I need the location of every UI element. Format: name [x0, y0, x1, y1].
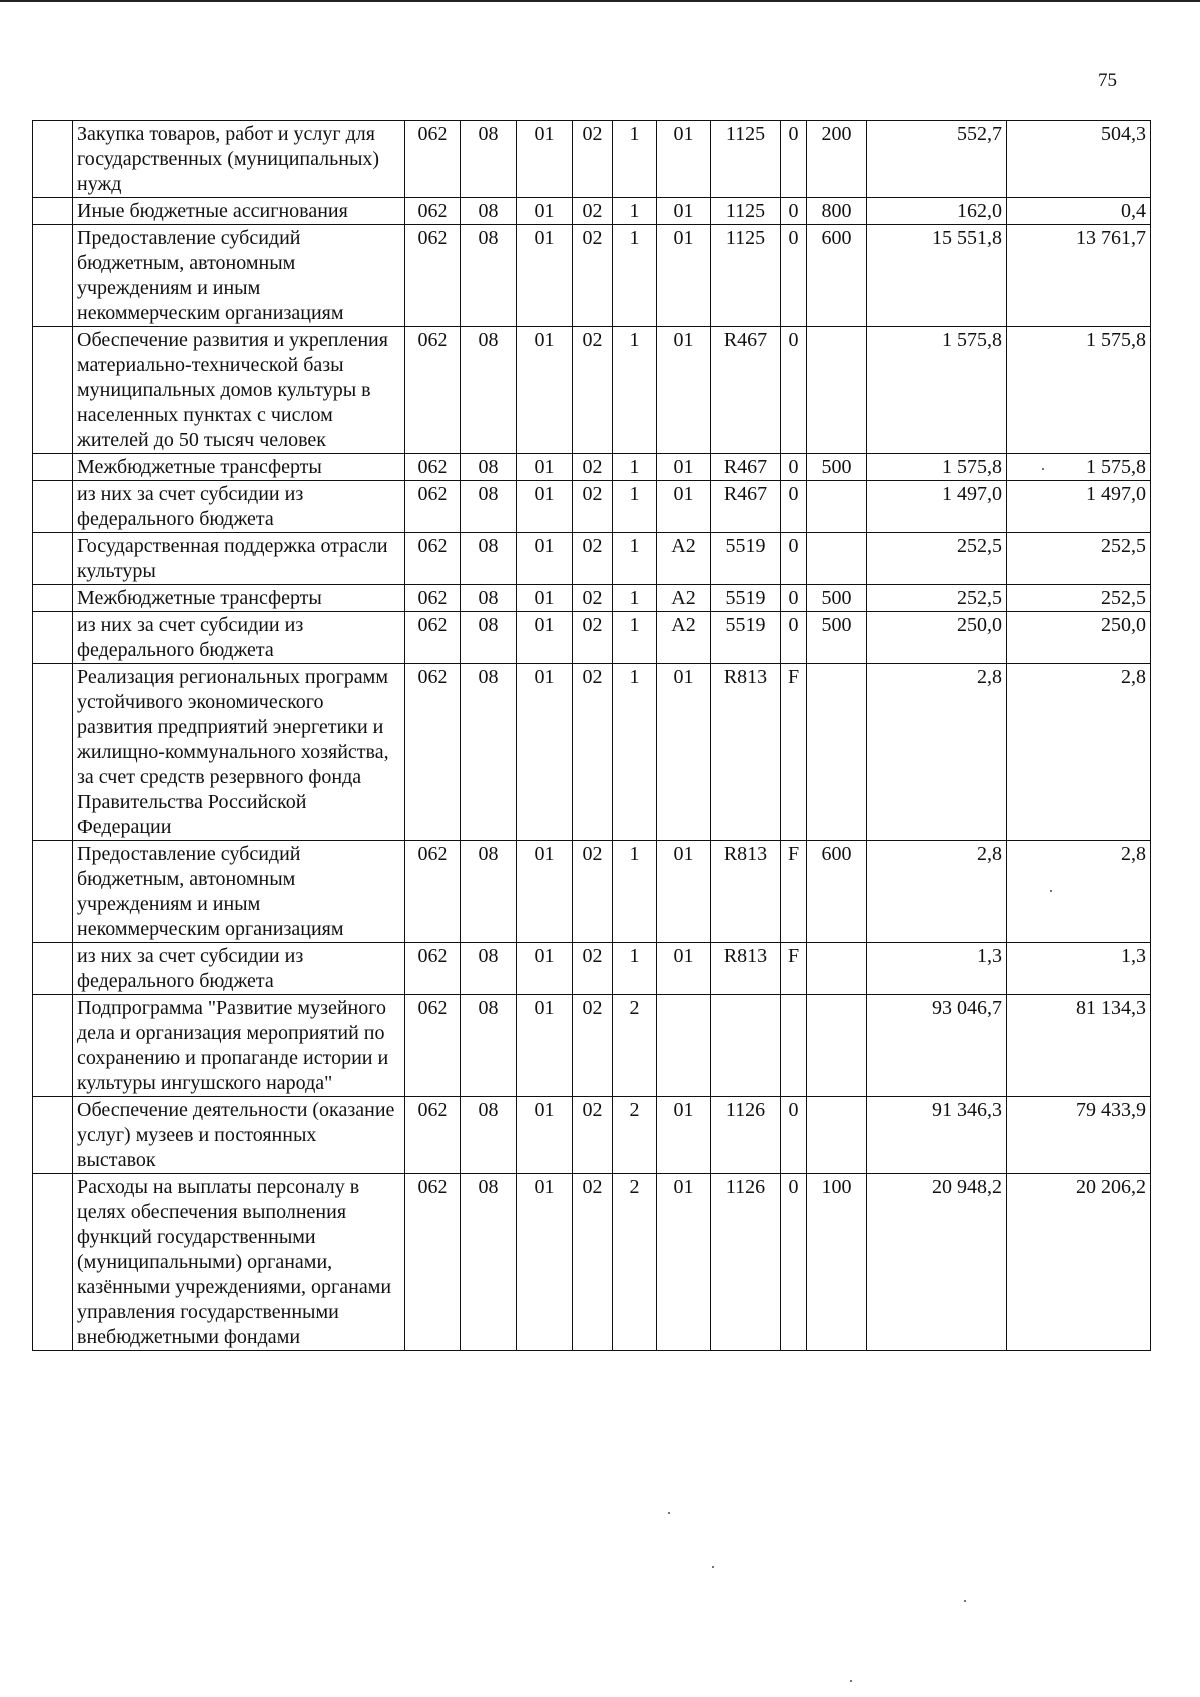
- code-cell-c9: [807, 533, 867, 585]
- code-cell-c5: 1: [613, 585, 657, 612]
- code-cell-c1: 062: [405, 1174, 461, 1351]
- code-cell-c2: 08: [461, 454, 517, 481]
- code-cell-c5: 2: [613, 1097, 657, 1174]
- code-cell-c1: 062: [405, 664, 461, 841]
- table-row: [33, 533, 1151, 585]
- code-cell-c1: 062: [405, 1097, 461, 1174]
- row-name: Иные бюджетные ассигнования: [73, 198, 405, 225]
- code-cell-c2: 08: [461, 327, 517, 454]
- amount-cell-v1: 2,8: [867, 664, 1007, 841]
- code-cell-c4: 02: [573, 198, 613, 225]
- row-index-cell: [33, 1174, 73, 1351]
- code-cell-c2: 08: [461, 943, 517, 995]
- code-cell-c5: 1: [613, 121, 657, 198]
- amount-cell-v2: 0,4: [1007, 198, 1151, 225]
- table-row: [33, 841, 1151, 943]
- scan-speck: [668, 1512, 670, 1514]
- code-cell-c8: 0: [781, 533, 807, 585]
- code-cell-c1: 062: [405, 454, 461, 481]
- code-cell-c5: 2: [613, 995, 657, 1097]
- code-cell-c6: 01: [657, 121, 711, 198]
- code-cell-c1: 062: [405, 481, 461, 533]
- row-index-cell: [33, 481, 73, 533]
- code-cell-c7: R467: [711, 481, 781, 533]
- row-index-cell: [33, 664, 73, 841]
- code-cell-c3: 01: [517, 585, 573, 612]
- row-name: Государственная поддержка отрасли культуры: [73, 533, 405, 585]
- code-cell-c2: 08: [461, 841, 517, 943]
- code-cell-c9: 500: [807, 612, 867, 664]
- amount-cell-v1: 1 497,0: [867, 481, 1007, 533]
- amount-cell-v2: 252,5: [1007, 533, 1151, 585]
- code-cell-c7: 5519: [711, 585, 781, 612]
- code-cell-c9: [807, 327, 867, 454]
- row-index-cell: [33, 612, 73, 664]
- amount-cell-v1: 250,0: [867, 612, 1007, 664]
- amount-cell-v1: 252,5: [867, 533, 1007, 585]
- code-cell-c5: 1: [613, 943, 657, 995]
- row-name: Обеспечение деятельности (оказание услуг) музеев и постоянных выставок: [73, 1097, 405, 1174]
- code-cell-c4: 02: [573, 841, 613, 943]
- amount-cell-v2: 1,3: [1007, 943, 1151, 995]
- code-cell-c8: F: [781, 841, 807, 943]
- code-cell-c9: [807, 943, 867, 995]
- code-cell-c8: 0: [781, 327, 807, 454]
- code-cell-c1: 062: [405, 121, 461, 198]
- code-cell-c3: 01: [517, 121, 573, 198]
- table-row: [33, 454, 1151, 481]
- code-cell-c3: 01: [517, 943, 573, 995]
- code-cell-c2: 08: [461, 1174, 517, 1351]
- row-name: из них за счет субсидии из федерального бюджета: [73, 481, 405, 533]
- code-cell-c6: 01: [657, 1097, 711, 1174]
- row-index-cell: [33, 585, 73, 612]
- code-cell-c9: [807, 481, 867, 533]
- amount-cell-v2: 252,5: [1007, 585, 1151, 612]
- scan-speck: [1050, 890, 1052, 892]
- amount-cell-v2: 504,3: [1007, 121, 1151, 198]
- code-cell-c2: 08: [461, 995, 517, 1097]
- code-cell-c3: 01: [517, 1174, 573, 1351]
- code-cell-c1: 062: [405, 841, 461, 943]
- code-cell-c7: R467: [711, 327, 781, 454]
- table-row: [33, 198, 1151, 225]
- code-cell-c1: 062: [405, 943, 461, 995]
- code-cell-c4: 02: [573, 121, 613, 198]
- code-cell-c9: [807, 995, 867, 1097]
- code-cell-c2: 08: [461, 481, 517, 533]
- amount-cell-v2: 2,8: [1007, 664, 1151, 841]
- table-row: [33, 481, 1151, 533]
- code-cell-c4: 02: [573, 454, 613, 481]
- table-row: [33, 943, 1151, 995]
- code-cell-c5: 1: [613, 841, 657, 943]
- code-cell-c8: 0: [781, 121, 807, 198]
- table-row: [33, 995, 1151, 1097]
- row-name: из них за счет субсидии из федерального бюджета: [73, 943, 405, 995]
- amount-cell-v1: 552,7: [867, 121, 1007, 198]
- table-row: [33, 225, 1151, 327]
- code-cell-c9: [807, 664, 867, 841]
- code-cell-c9: 100: [807, 1174, 867, 1351]
- amount-cell-v2: 81 134,3: [1007, 995, 1151, 1097]
- amount-cell-v1: 15 551,8: [867, 225, 1007, 327]
- code-cell-c3: 01: [517, 327, 573, 454]
- code-cell-c6: 01: [657, 454, 711, 481]
- row-name: Закупка товаров, работ и услуг для государственных (муниципальных) нужд: [73, 121, 405, 198]
- code-cell-c6: 01: [657, 198, 711, 225]
- page-top-rule: [0, 0, 1200, 2]
- code-cell-c7: R813: [711, 943, 781, 995]
- code-cell-c3: 01: [517, 481, 573, 533]
- code-cell-c5: 1: [613, 533, 657, 585]
- code-cell-c3: 01: [517, 533, 573, 585]
- row-index-cell: [33, 327, 73, 454]
- code-cell-c7: [711, 995, 781, 1097]
- row-name: Межбюджетные трансферты: [73, 454, 405, 481]
- scan-speck: [964, 1600, 966, 1602]
- code-cell-c6: 01: [657, 225, 711, 327]
- code-cell-c5: 1: [613, 481, 657, 533]
- code-cell-c4: 02: [573, 225, 613, 327]
- code-cell-c4: 02: [573, 327, 613, 454]
- code-cell-c2: 08: [461, 198, 517, 225]
- table-row: [33, 1174, 1151, 1351]
- row-index-cell: [33, 995, 73, 1097]
- code-cell-c6: A2: [657, 533, 711, 585]
- amount-cell-v2: 1 497,0: [1007, 481, 1151, 533]
- code-cell-c4: 02: [573, 995, 613, 1097]
- code-cell-c6: 01: [657, 841, 711, 943]
- code-cell-c1: 062: [405, 198, 461, 225]
- code-cell-c4: 02: [573, 585, 613, 612]
- code-cell-c9: 500: [807, 454, 867, 481]
- code-cell-c8: 0: [781, 454, 807, 481]
- code-cell-c3: 01: [517, 664, 573, 841]
- table-row: [33, 1097, 1151, 1174]
- code-cell-c7: 1126: [711, 1174, 781, 1351]
- code-cell-c2: 08: [461, 1097, 517, 1174]
- code-cell-c9: [807, 1097, 867, 1174]
- code-cell-c6: A2: [657, 612, 711, 664]
- code-cell-c7: 1125: [711, 198, 781, 225]
- code-cell-c6: 01: [657, 1174, 711, 1351]
- amount-cell-v2: 2,8: [1007, 841, 1151, 943]
- row-index-cell: [33, 454, 73, 481]
- amount-cell-v2: 1 575,8: [1007, 454, 1151, 481]
- row-name: Предоставление субсидий бюджетным, автономным учреждениям и иным некоммерческим организациям: [73, 841, 405, 943]
- code-cell-c8: 0: [781, 481, 807, 533]
- table-row: [33, 585, 1151, 612]
- row-index-cell: [33, 533, 73, 585]
- code-cell-c7: 1125: [711, 225, 781, 327]
- row-name: Межбюджетные трансферты: [73, 585, 405, 612]
- code-cell-c3: 01: [517, 841, 573, 943]
- row-index-cell: [33, 121, 73, 198]
- code-cell-c3: 01: [517, 612, 573, 664]
- code-cell-c6: A2: [657, 585, 711, 612]
- code-cell-c6: 01: [657, 943, 711, 995]
- amount-cell-v2: 1 575,8: [1007, 327, 1151, 454]
- code-cell-c8: 0: [781, 1097, 807, 1174]
- code-cell-c4: 02: [573, 664, 613, 841]
- code-cell-c5: 1: [613, 225, 657, 327]
- code-cell-c2: 08: [461, 533, 517, 585]
- row-index-cell: [33, 1097, 73, 1174]
- table-row: [33, 664, 1151, 841]
- table-row: [33, 327, 1151, 454]
- amount-cell-v1: 93 046,7: [867, 995, 1007, 1097]
- code-cell-c1: 062: [405, 612, 461, 664]
- code-cell-c3: 01: [517, 995, 573, 1097]
- scan-speck: [850, 1680, 852, 1682]
- amount-cell-v1: 2,8: [867, 841, 1007, 943]
- code-cell-c1: 062: [405, 585, 461, 612]
- code-cell-c5: 2: [613, 1174, 657, 1351]
- code-cell-c6: 01: [657, 664, 711, 841]
- amount-cell-v1: 1 575,8: [867, 327, 1007, 454]
- code-cell-c5: 1: [613, 454, 657, 481]
- code-cell-c4: 02: [573, 943, 613, 995]
- code-cell-c2: 08: [461, 664, 517, 841]
- code-cell-c2: 08: [461, 585, 517, 612]
- row-name: Подпрограмма "Развитие музейного дела и организация мероприятий по сохранению и пропаганде истории и культуры ингушского народа": [73, 995, 405, 1097]
- amount-cell-v2: 250,0: [1007, 612, 1151, 664]
- code-cell-c9: 500: [807, 585, 867, 612]
- amount-cell-v2: 13 761,7: [1007, 225, 1151, 327]
- amount-cell-v1: 162,0: [867, 198, 1007, 225]
- code-cell-c9: 600: [807, 225, 867, 327]
- row-index-cell: [33, 841, 73, 943]
- code-cell-c8: F: [781, 943, 807, 995]
- row-name: Обеспечение развития и укрепления материально-технической базы муниципальных домов культуры в населенных пунктах с числом жителей до 50 тысяч человек: [73, 327, 405, 454]
- code-cell-c8: 0: [781, 612, 807, 664]
- code-cell-c1: 062: [405, 533, 461, 585]
- code-cell-c7: R467: [711, 454, 781, 481]
- code-cell-c8: [781, 995, 807, 1097]
- amount-cell-v1: 1 575,8: [867, 454, 1007, 481]
- code-cell-c6: [657, 995, 711, 1097]
- code-cell-c9: 200: [807, 121, 867, 198]
- code-cell-c4: 02: [573, 481, 613, 533]
- scan-speck: [1042, 468, 1044, 470]
- amount-cell-v1: 20 948,2: [867, 1174, 1007, 1351]
- row-index-cell: [33, 198, 73, 225]
- code-cell-c1: 062: [405, 327, 461, 454]
- code-cell-c1: 062: [405, 995, 461, 1097]
- code-cell-c7: 1126: [711, 1097, 781, 1174]
- code-cell-c3: 01: [517, 225, 573, 327]
- code-cell-c3: 01: [517, 1097, 573, 1174]
- code-cell-c9: 800: [807, 198, 867, 225]
- table-row: [33, 612, 1151, 664]
- code-cell-c5: 1: [613, 198, 657, 225]
- code-cell-c5: 1: [613, 327, 657, 454]
- code-cell-c3: 01: [517, 454, 573, 481]
- amount-cell-v1: 252,5: [867, 585, 1007, 612]
- code-cell-c7: 5519: [711, 533, 781, 585]
- row-index-cell: [33, 225, 73, 327]
- code-cell-c5: 1: [613, 612, 657, 664]
- row-index-cell: [33, 943, 73, 995]
- row-name: Реализация региональных программ устойчивого экономического развития предприятий энергетики и жилищно-коммунального хозяйства, за счет средств резервного фонда Правительства Российской Федерации: [73, 664, 405, 841]
- page-number: 75: [1098, 70, 1117, 91]
- code-cell-c5: 1: [613, 664, 657, 841]
- row-name: из них за счет субсидии из федерального бюджета: [73, 612, 405, 664]
- code-cell-c8: 0: [781, 225, 807, 327]
- code-cell-c7: 5519: [711, 612, 781, 664]
- code-cell-c2: 08: [461, 121, 517, 198]
- code-cell-c8: F: [781, 664, 807, 841]
- amount-cell-v1: 91 346,3: [867, 1097, 1007, 1174]
- row-name: Расходы на выплаты персоналу в целях обеспечения выполнения функций государственными (муниципальными) органами, казёнными учреждениями, органами управления государственными внебюджетными фондами: [73, 1174, 405, 1351]
- amount-cell-v2: 20 206,2: [1007, 1174, 1151, 1351]
- code-cell-c8: 0: [781, 585, 807, 612]
- scan-speck: [712, 1566, 714, 1568]
- budget-table-body: [33, 121, 1151, 1351]
- code-cell-c4: 02: [573, 612, 613, 664]
- code-cell-c7: R813: [711, 841, 781, 943]
- code-cell-c2: 08: [461, 225, 517, 327]
- code-cell-c9: 600: [807, 841, 867, 943]
- code-cell-c4: 02: [573, 1097, 613, 1174]
- code-cell-c7: 1125: [711, 121, 781, 198]
- code-cell-c3: 01: [517, 198, 573, 225]
- code-cell-c4: 02: [573, 533, 613, 585]
- amount-cell-v1: 1,3: [867, 943, 1007, 995]
- code-cell-c8: 0: [781, 1174, 807, 1351]
- code-cell-c1: 062: [405, 225, 461, 327]
- table-row: [33, 121, 1151, 198]
- row-name: Предоставление субсидий бюджетным, автономным учреждениям и иным некоммерческим организациям: [73, 225, 405, 327]
- code-cell-c2: 08: [461, 612, 517, 664]
- code-cell-c8: 0: [781, 198, 807, 225]
- code-cell-c6: 01: [657, 327, 711, 454]
- code-cell-c7: R813: [711, 664, 781, 841]
- code-cell-c4: 02: [573, 1174, 613, 1351]
- amount-cell-v2: 79 433,9: [1007, 1097, 1151, 1174]
- budget-table: [32, 120, 1151, 1351]
- code-cell-c6: 01: [657, 481, 711, 533]
